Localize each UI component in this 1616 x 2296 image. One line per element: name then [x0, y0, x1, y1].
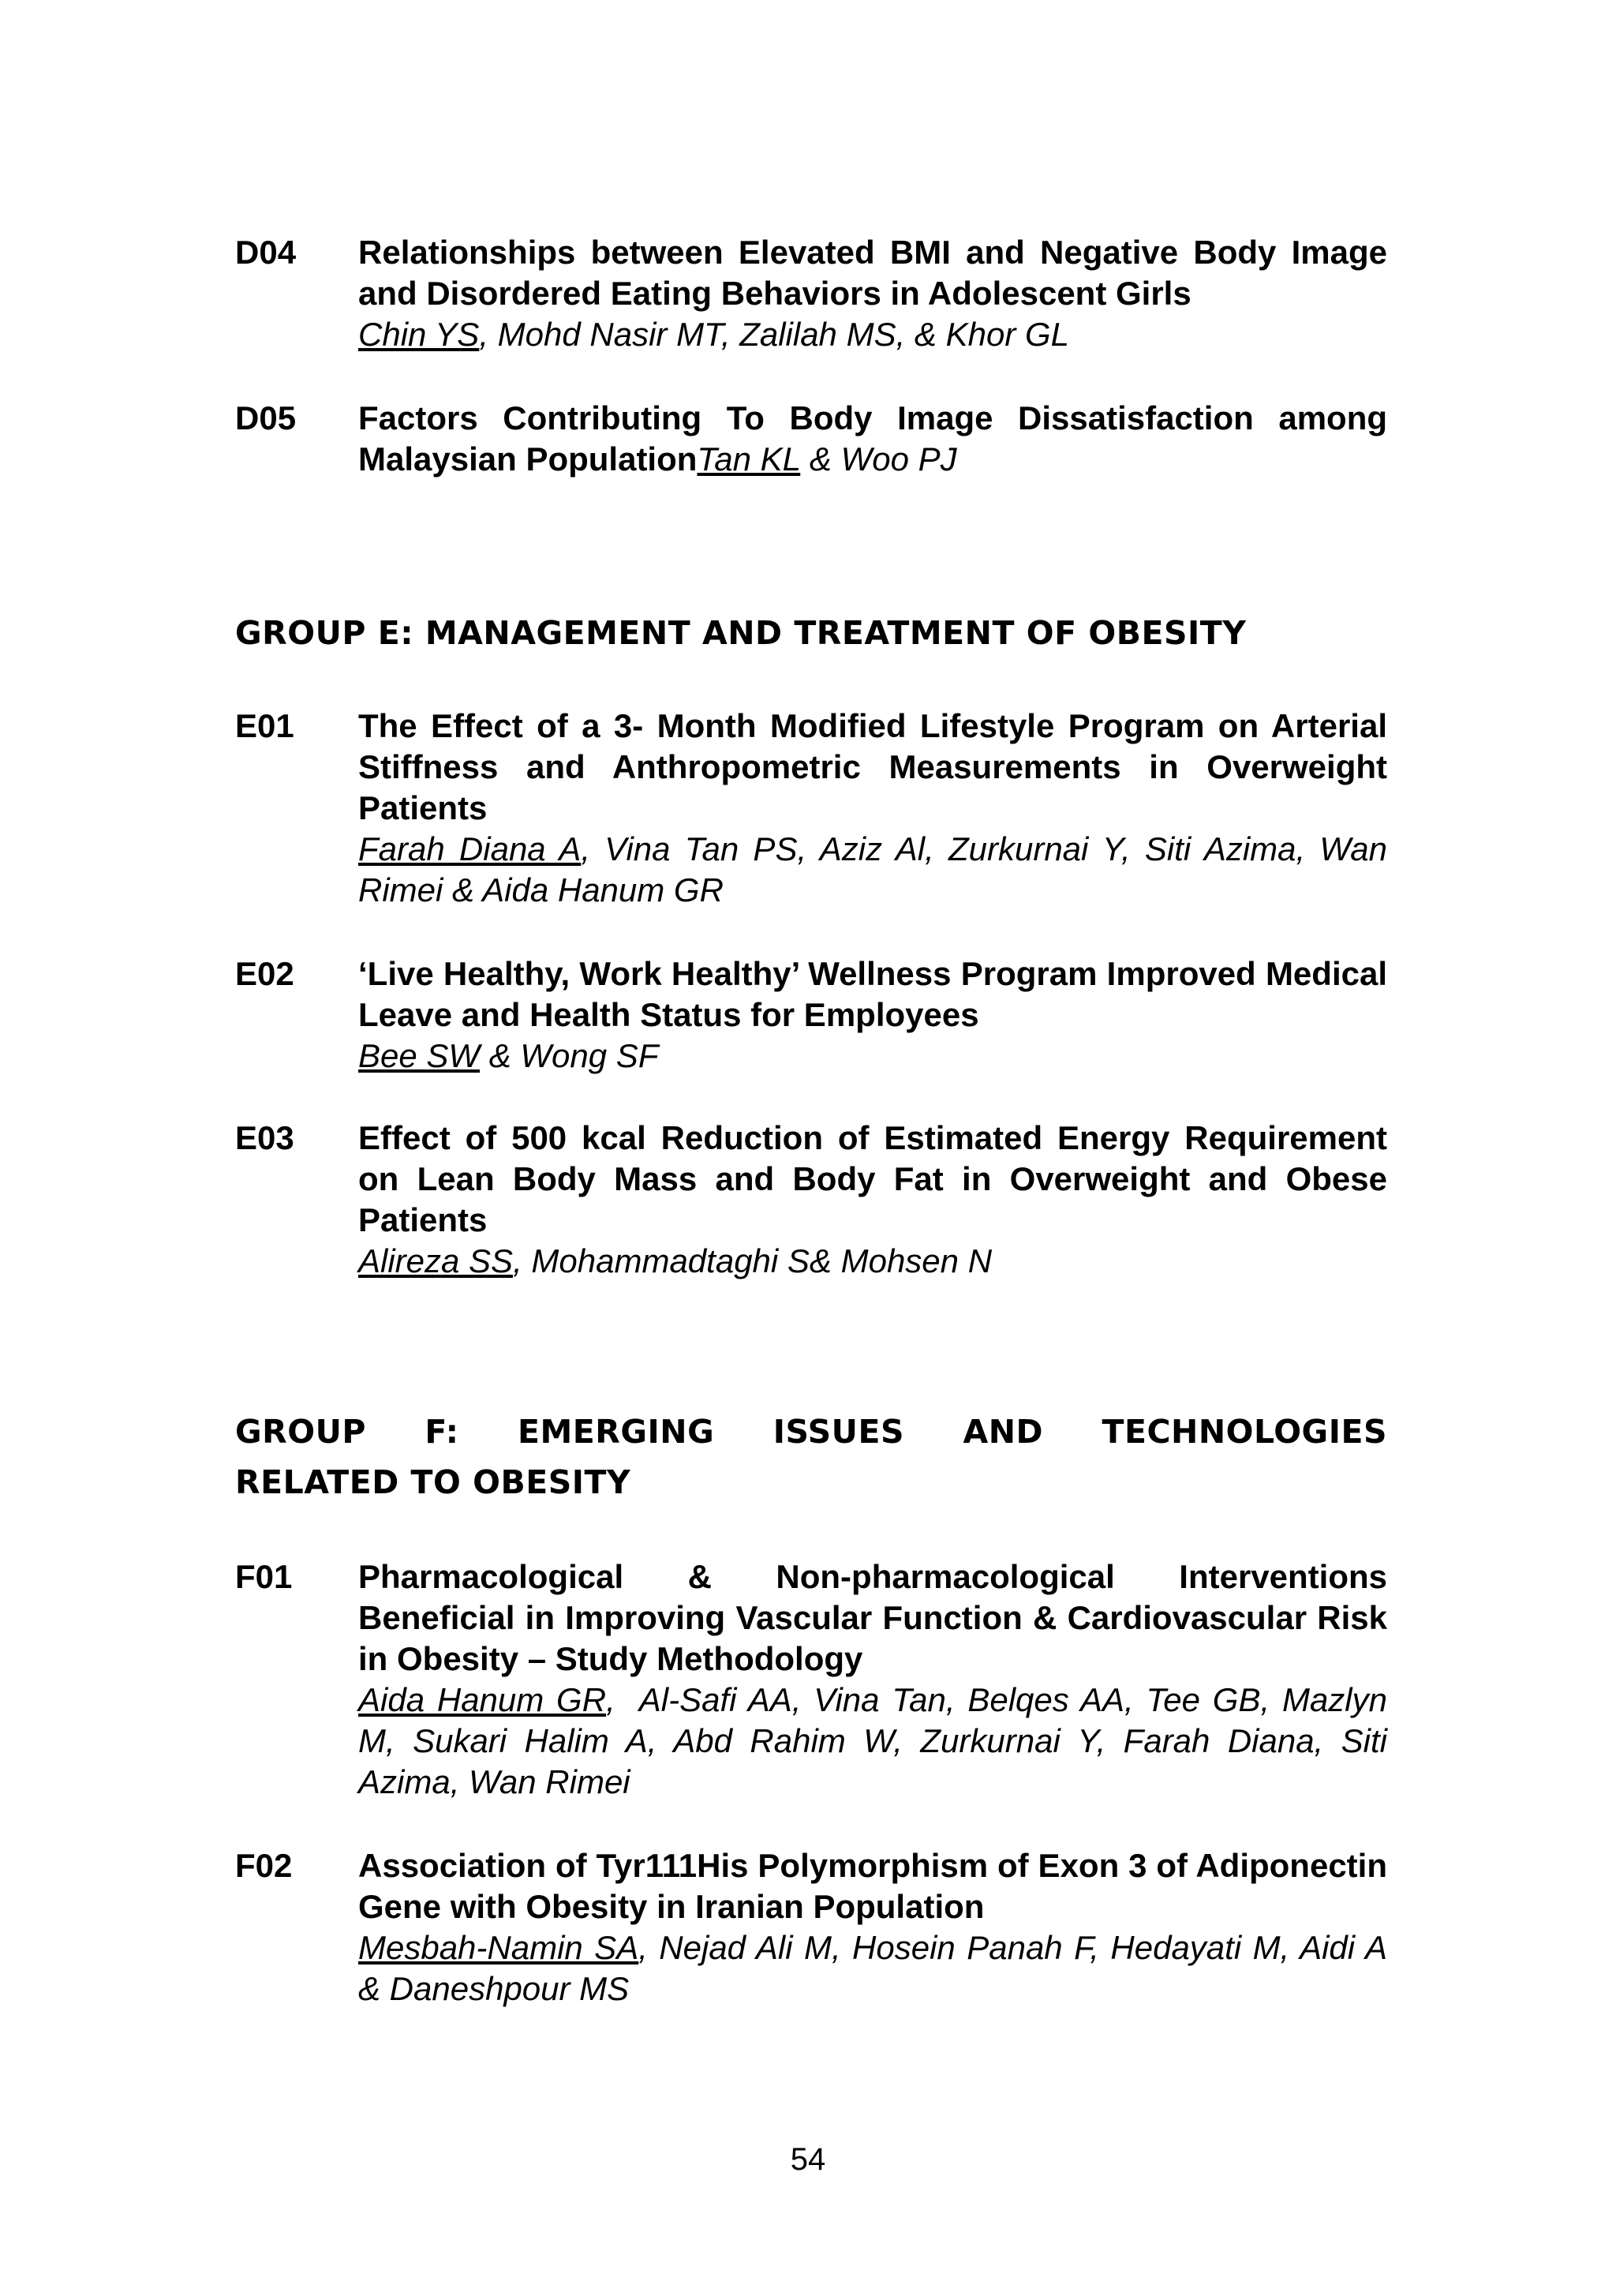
abstract-authors: [358, 1680, 1397, 1803]
abstract-code: D05: [235, 399, 297, 436]
abstract-title: Relationships between Elevated BMI and Negative Body Image and Disordered Eating Behaviors in Adolescent Girls: [358, 234, 1387, 312]
abstract-authors: [358, 314, 1387, 355]
presenting-author: Farah Diana A: [358, 830, 582, 867]
presenting-author: Mesbah-Namin SA: [358, 1929, 639, 1966]
abstract-authors: [358, 1036, 1387, 1077]
page-number: 54: [790, 2142, 826, 2177]
abstract-title: ‘Live Healthy, Work Healthy’ Wellness Program Improved Medical Leave and Health Status for Employees: [358, 955, 1387, 1033]
abstract-code: D04: [235, 234, 297, 271]
co-authors: , Mohd Nasir MT, Zalilah MS, & Khor GL: [479, 316, 1070, 353]
abstract-code: E03: [235, 1119, 294, 1156]
abstract-code: E02: [235, 955, 294, 992]
presenting-author: Chin YS: [358, 316, 480, 353]
co-authors: & Wong SF: [480, 1037, 659, 1074]
abstract-title: Factors Contributing To Body Image Dissatisfaction among Malaysian Population: [358, 399, 1387, 478]
abstract-code: F01: [235, 1558, 293, 1595]
co-authors: , Al-Safi AA, Vina Tan, Belqes AA, Tee GB, Mazlyn M, Sukari Halim A, Abd Rahim W, Zurkurnai Y, Farah Diana, Siti Azima, Wan Rimei: [358, 1681, 1397, 1800]
abstract-code: F02: [235, 1847, 293, 1884]
presenting-author: Bee SW: [358, 1037, 481, 1074]
abstract-title: Effect of 500 kcal Reduction of Estimated Energy Requirement on Lean Body Mass and Body Fat in Overweight and Obese Patients: [358, 1119, 1387, 1238]
abstract-authors: [697, 440, 956, 478]
presenting-author: Aida Hanum GR: [358, 1681, 607, 1718]
co-authors: , Vina Tan PS, Aziz Al, Zurkurnai Y, Siti Azima, Wan Rimei & Aida Hanum GR: [358, 830, 1387, 908]
section-heading-group-f: GROUP F: EMERGING ISSUES AND TECHNOLOGIES RELATED TO OBESITY: [235, 1413, 1387, 1501]
abstract-authors: [358, 829, 1387, 911]
abstract-code: E01: [235, 707, 294, 744]
co-authors: , Mohammadtaghi S& Mohsen N: [513, 1242, 993, 1279]
abstract-title: Association of Tyr111His Polymorphism of Exon 3 of Adiponectin Gene with Obesity in Iranian Population: [358, 1847, 1387, 1925]
abstract-title: The Effect of a 3- Month Modified Lifestyle Program on Arterial Stiffness and Anthropometric Measurements in Overweight Patients: [358, 707, 1387, 826]
section-heading-group-e: GROUP E: MANAGEMENT AND TREATMENT OF OBESITY: [235, 614, 1247, 652]
co-authors: & Woo PJ: [800, 440, 957, 478]
abstract-authors: [358, 1241, 1387, 1282]
abstract-authors: [358, 1927, 1387, 2009]
abstract-title: Pharmacological & Non-pharmacological Interventions Beneficial in Improving Vascular Function & Cardiovascular Risk in Obesity – Study Methodology: [358, 1558, 1387, 1677]
presenting-author: Alireza SS: [358, 1242, 514, 1279]
presenting-author: Tan KL: [697, 440, 801, 478]
co-authors: , Nejad Ali M, Hosein Panah F, Hedayati M, Aidi A & Daneshpour MS: [358, 1929, 1387, 2007]
